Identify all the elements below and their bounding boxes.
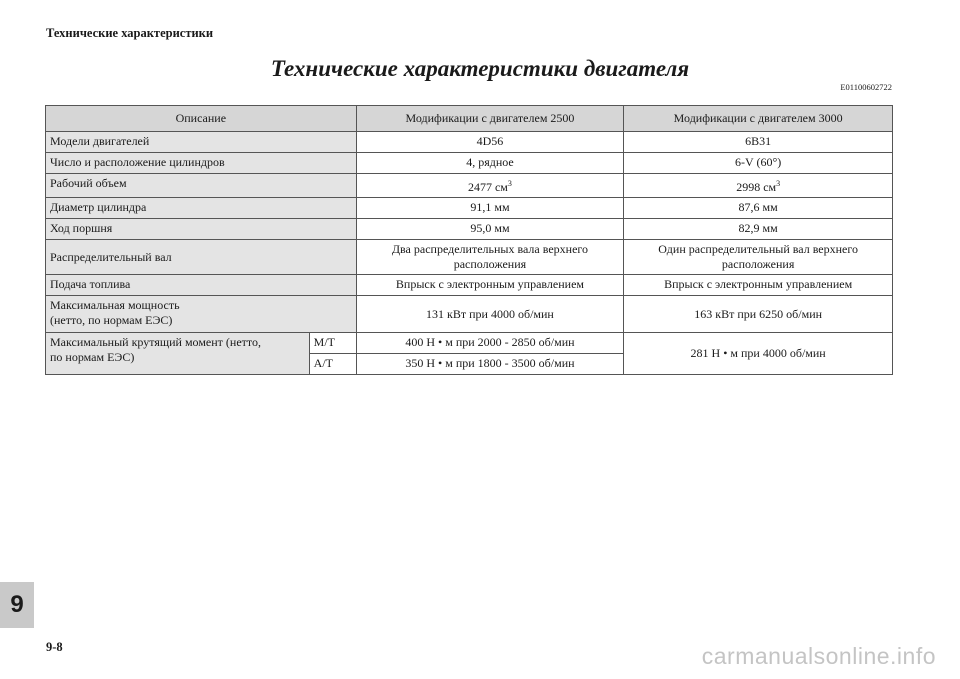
running-header: Технические характеристики: [46, 26, 214, 40]
cell-3000: 281 Н • м при 4000 об/мин: [624, 333, 893, 375]
header-description: Описание: [46, 106, 357, 132]
table-row: [46, 296, 893, 333]
table-row: [46, 153, 893, 174]
chapter-tab: 9: [0, 582, 34, 628]
table-row: [46, 275, 893, 296]
cell-2500: Впрыск с электронным управлением: [356, 275, 624, 296]
table-header-row: [46, 106, 893, 132]
table-row: [46, 333, 893, 354]
row-label: Ход поршня: [46, 219, 357, 240]
reference-code: E01100602722: [840, 82, 892, 92]
row-label: Модели двигателей: [46, 132, 357, 153]
transmission-mt: М/Т: [309, 333, 356, 354]
cell-3000: Один распределительный вал верхнего расположения: [624, 240, 893, 275]
cell-2500: Два распределительных вала верхнего расположения: [356, 240, 624, 275]
row-label: [46, 296, 357, 333]
cell-2500: 131 кВт при 4000 об/мин: [356, 296, 624, 333]
table-row: [46, 219, 893, 240]
row-label: Число и расположение цилиндров: [46, 153, 357, 174]
table-row: [46, 198, 893, 219]
row-label: Рабочий объем: [46, 174, 357, 198]
transmission-at: А/Т: [309, 354, 356, 375]
header-2500: Модификации с двигателем 2500: [356, 106, 624, 132]
cell-2500: 95,0 мм: [356, 219, 624, 240]
cell-2500-mt: 400 Н • м при 2000 - 2850 об/мин: [356, 333, 624, 354]
superscript: 3: [507, 179, 512, 188]
row-label: Подача топлива: [46, 275, 357, 296]
row-label: [46, 333, 310, 375]
cell-2500: 4, рядное: [356, 153, 624, 174]
engine-spec-table: [45, 105, 893, 375]
table-row: [46, 174, 893, 198]
cell-3000: 87,6 мм: [624, 198, 893, 219]
cell-2500: [356, 174, 624, 198]
value-text: 2477 см: [467, 180, 508, 194]
cell-3000: 163 кВт при 6250 об/мин: [624, 296, 893, 333]
row-label: Диаметр цилиндра: [46, 198, 357, 219]
cell-3000: 6-V (60°): [624, 153, 893, 174]
cell-2500-at: 350 Н • м при 1800 - 3500 об/мин: [356, 354, 624, 375]
row-label-line: по нормам ЕЭС): [50, 350, 135, 364]
table-row: [46, 132, 893, 153]
row-label: Распределительный вал: [46, 240, 357, 275]
row-label-line: Максимальная мощность: [50, 298, 180, 312]
cell-3000: 82,9 мм: [624, 219, 893, 240]
cell-2500: 4D56: [356, 132, 624, 153]
cell-3000: [624, 174, 893, 198]
page-number: 9-8: [46, 640, 63, 654]
table-row: [46, 240, 893, 275]
watermark: carmanualsonline.info: [701, 643, 936, 669]
cell-3000: 6B31: [624, 132, 893, 153]
page-title: Технические характеристики двигателя: [270, 56, 690, 81]
superscript: 3: [776, 179, 781, 188]
row-label-line: (нетто, по нормам ЕЭС): [50, 313, 173, 327]
cell-2500: 91,1 мм: [356, 198, 624, 219]
cell-3000: Впрыск с электронным управлением: [624, 275, 893, 296]
row-label-line: Максимальный крутящий момент (нетто,: [50, 335, 261, 349]
value-text: 2998 см: [736, 180, 777, 194]
header-3000: Модификации с двигателем 3000: [624, 106, 893, 132]
